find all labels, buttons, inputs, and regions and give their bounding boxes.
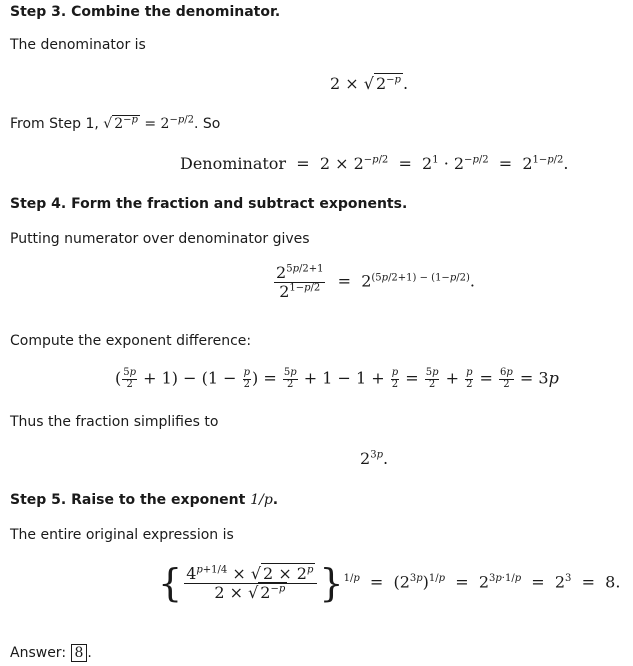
step3-from-line — [10, 116, 220, 132]
denominator-word: Denominator — [180, 154, 287, 173]
from-step-text: From Step 1, — [10, 116, 99, 132]
so-text: . So — [194, 116, 221, 132]
eq-fraction: $\frac{2^{5p/2+1}}{2^{1-p/2}}$ = $2^{(5p/2+1) - (1-p/2)}$. — [276, 263, 475, 301]
step3-heading: Step 3. Combine the denominator. — [10, 4, 281, 20]
step5-heading-math: 1/p — [250, 492, 273, 508]
answer-line: Answer: 8 . — [10, 645, 92, 661]
step4-thus: Thus the fraction simplifies to — [10, 414, 219, 430]
step3-intro: The denominator is — [10, 37, 146, 53]
eq-from-step1: √ $2^{-p} = 2^{-p/2}$ — [103, 114, 194, 132]
eq-denominator-simplify: Denominator = $2 \times 2^{-p/2} = 2^1 \cdot 2^{-p/2} = 2^{1-p/2}$. — [180, 154, 569, 173]
step5-heading: Step 5. Raise to the exponent 1/p. — [10, 492, 279, 508]
step4-heading: Step 4. Form the fraction and subtract exponents. — [10, 196, 408, 212]
step5-intro: The entire original expression is — [10, 527, 234, 543]
answer-box: 8 — [71, 644, 88, 662]
answer-label: Answer: — [10, 645, 67, 661]
eq-simplified: $2^{3p}$. — [360, 449, 389, 468]
step4-intro: Putting numerator over denominator gives — [10, 231, 310, 247]
eq-denominator: 2 × √ $2^{-p}$ . — [330, 74, 409, 93]
eq-final: { $\frac{4^{p+1/4} \times √ 2 \times 2^p}{2 \times √ 2^{-p}}$ }$^{1/p} = (2^{3p})^{1/p} = 2^{3p\cdot 1/p} = 2^3 = 8$. — [158, 561, 621, 605]
step4-compute: Compute the exponent difference: — [10, 333, 252, 349]
step5-heading-text: Step 5. Raise to the exponent — [10, 492, 246, 508]
eq-exponent-difference: ( $\frac{5p}{2}$ + 1) − (1 − $\frac{p}{2}$ ) = $\frac{5p}{2}$ + 1 − 1 + $\frac{p}{2}$ = $\frac{5p}{2}$ + $\frac{p}{2}$ = $\frac{6p}{2}$ = 3p — [115, 367, 559, 390]
